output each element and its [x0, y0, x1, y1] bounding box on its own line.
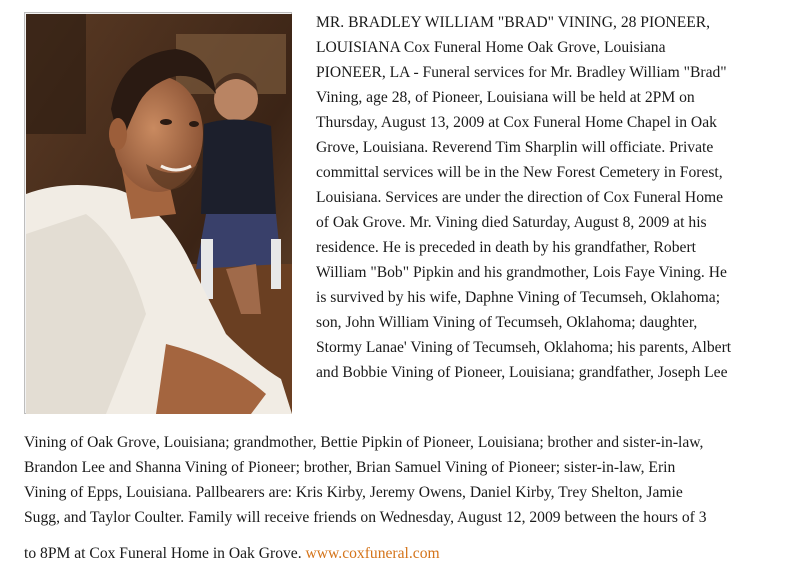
portrait-photo — [24, 12, 292, 414]
obituary-line: Vining of Epps, Louisiana. Pallbearers are: Kris Kirby, Jeremy Owens, Daniel Kirby, Trey Shelton, Jamie — [24, 484, 683, 501]
obituary-line: and Bobbie Vining of Pioneer, Louisiana; grandfather, Joseph Lee — [316, 364, 728, 381]
obituary-line: son, John William Vining of Tecumseh, Oklahoma; daughter, — [316, 314, 698, 331]
obituary-line: Grove, Louisiana. Reverend Tim Sharplin will officiate. Private — [316, 139, 714, 156]
obituary-line: Stormy Lanae' Vining of Tecumseh, Oklahoma; his parents, Albert — [316, 339, 732, 356]
obituary-line: Vining, age 28, of Pioneer, Louisiana will be held at 2PM on — [316, 89, 695, 106]
obituary-line: residence. He is preceded in death by his grandfather, Robert — [316, 239, 696, 256]
funeral-home-link[interactable]: www.coxfuneral.com — [305, 545, 440, 562]
obituary-line: MR. BRADLEY WILLIAM "BRAD" VINING, 28 PIONEER, — [316, 14, 711, 31]
obituary-line: Louisiana. Services are under the direction of Cox Funeral Home — [316, 189, 724, 206]
obituary-line: Sugg, and Taylor Coulter. Family will receive friends on Wednesday, August 12, 2009 between the hours of 3 — [24, 509, 707, 526]
obituary-line-last — [24, 544, 440, 564]
obituary-line: Brandon Lee and Shanna Vining of Pioneer; brother, Brian Samuel Vining of Pioneer; sister-in-law, Erin — [24, 459, 676, 476]
obituary-line: to 8PM at Cox Funeral Home in Oak Grove. — [24, 545, 302, 562]
obituary-line: is survived by his wife, Daphne Vining of Tecumseh, Oklahoma; — [316, 289, 721, 306]
obituary-line: LOUISIANA Cox Funeral Home Oak Grove, Louisiana — [316, 39, 666, 56]
obituary-line: of Oak Grove. Mr. Vining died Saturday, August 8, 2009 at his — [316, 214, 707, 231]
person-portrait-icon — [26, 14, 292, 414]
obituary-line: Thursday, August 13, 2009 at Cox Funeral Home Chapel in Oak — [316, 114, 717, 131]
obituary-line: PIONEER, LA - Funeral services for Mr. Bradley William "Brad" — [316, 64, 727, 81]
obituary-line: committal services will be in the New Forest Cemetery in Forest, — [316, 164, 723, 181]
obituary-line: William "Bob" Pipkin and his grandmother, Lois Faye Vining. He — [316, 264, 727, 281]
obituary-line: Vining of Oak Grove, Louisiana; grandmother, Bettie Pipkin of Pioneer, Louisiana; brother and sister-in-law, — [24, 434, 704, 451]
